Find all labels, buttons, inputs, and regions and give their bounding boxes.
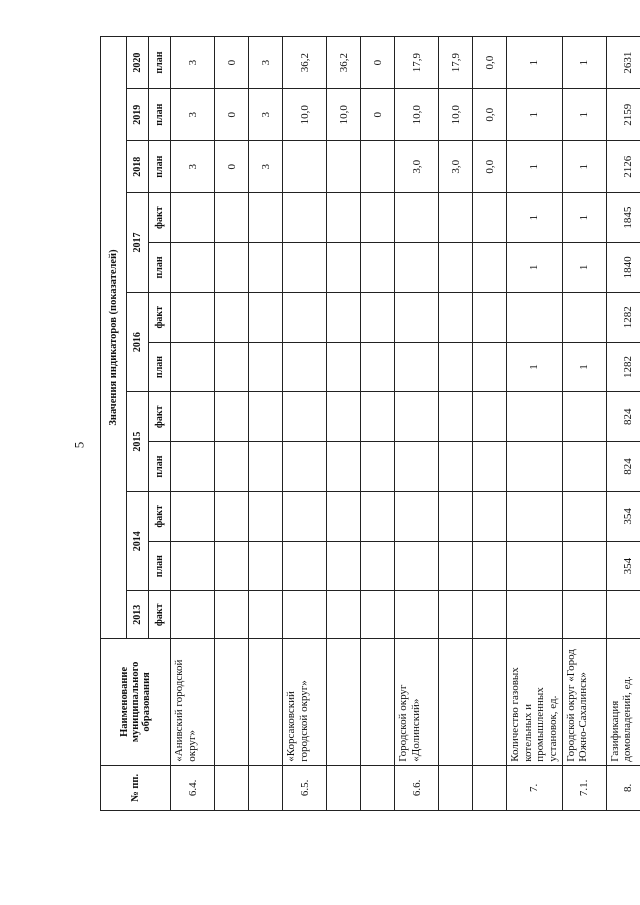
value-cell-v2016p xyxy=(439,342,473,392)
header-num: № пп. xyxy=(101,765,171,810)
row-name-cell: «Анивский городской округ» xyxy=(171,639,215,766)
value-cell-v2016f xyxy=(507,292,563,342)
value-cell-v2017f xyxy=(249,193,283,243)
value-cell-v2014p: 354 xyxy=(606,541,640,591)
row-name-cell xyxy=(215,639,249,766)
header-year-2015: 2015 xyxy=(127,392,149,492)
header-plan: план xyxy=(149,89,171,141)
value-cell-v2014f xyxy=(439,491,473,541)
header-fact: факт xyxy=(149,193,171,243)
value-cell-v2016p xyxy=(327,342,361,392)
value-cell-v2014f xyxy=(215,491,249,541)
value-cell-v2015f xyxy=(249,392,283,442)
value-cell-v2015p xyxy=(562,442,606,492)
row-number-cell: 8. xyxy=(606,765,640,810)
row-name-cell xyxy=(473,639,507,766)
value-cell-v2019: 10,0 xyxy=(439,89,473,141)
value-cell-v2017f xyxy=(327,193,361,243)
header-fact: факт xyxy=(149,392,171,442)
value-cell-v2014f xyxy=(327,491,361,541)
row-name-cell: Газификация домовладений, ед. xyxy=(606,639,640,766)
value-cell-v2013 xyxy=(283,591,327,639)
value-cell-v2017p xyxy=(327,243,361,293)
value-cell-v2020: 3 xyxy=(171,37,215,89)
value-cell-v2019: 3 xyxy=(249,89,283,141)
value-cell-v2014f xyxy=(473,491,507,541)
header-fact: факт xyxy=(149,591,171,639)
value-cell-v2018: 3 xyxy=(249,141,283,193)
value-cell-v2014f xyxy=(283,491,327,541)
value-cell-v2016p xyxy=(249,342,283,392)
value-cell-v2019: 3 xyxy=(171,89,215,141)
value-cell-v2020: 17,9 xyxy=(395,37,439,89)
table-row xyxy=(395,37,439,811)
value-cell-v2017f: 1 xyxy=(507,193,563,243)
value-cell-v2020: 0,0 xyxy=(473,37,507,89)
indicators-table-container xyxy=(100,36,635,811)
value-cell-v2016f: 1282 xyxy=(606,292,640,342)
header-year-2013: 2013 xyxy=(127,591,149,639)
value-cell-v2014p xyxy=(283,541,327,591)
row-name-cell xyxy=(249,639,283,766)
table-row xyxy=(606,37,640,811)
value-cell-v2017f xyxy=(283,193,327,243)
table-row xyxy=(507,37,563,811)
row-number-cell xyxy=(361,765,395,810)
value-cell-v2019: 0 xyxy=(361,89,395,141)
row-name-cell xyxy=(361,639,395,766)
value-cell-v2016p: 1282 xyxy=(606,342,640,392)
value-cell-v2018: 0 xyxy=(215,141,249,193)
value-cell-v2018: 3,0 xyxy=(395,141,439,193)
header-year-2016: 2016 xyxy=(127,292,149,392)
value-cell-v2016f xyxy=(327,292,361,342)
value-cell-v2017f: 1 xyxy=(562,193,606,243)
value-cell-v2017p xyxy=(439,243,473,293)
value-cell-v2015f xyxy=(439,392,473,442)
value-cell-v2013 xyxy=(562,591,606,639)
value-cell-v2013 xyxy=(507,591,563,639)
value-cell-v2015p xyxy=(473,442,507,492)
value-cell-v2016f xyxy=(439,292,473,342)
table-row xyxy=(439,37,473,811)
value-cell-v2018: 1 xyxy=(507,141,563,193)
value-cell-v2019: 0,0 xyxy=(473,89,507,141)
value-cell-v2013 xyxy=(361,591,395,639)
row-name-cell: Количество газовых котельных и промышленных установок, ед. xyxy=(507,639,563,766)
value-cell-v2015f xyxy=(283,392,327,442)
value-cell-v2014p xyxy=(395,541,439,591)
value-cell-v2015f xyxy=(361,392,395,442)
value-cell-v2014p xyxy=(507,541,563,591)
value-cell-v2017f xyxy=(473,193,507,243)
header-fact: факт xyxy=(149,491,171,541)
header-plan: план xyxy=(149,442,171,492)
value-cell-v2018 xyxy=(361,141,395,193)
value-cell-v2014p xyxy=(171,541,215,591)
value-cell-v2016p: 1 xyxy=(562,342,606,392)
value-cell-v2016p: 1 xyxy=(507,342,563,392)
value-cell-v2014p xyxy=(473,541,507,591)
value-cell-v2016f xyxy=(171,292,215,342)
value-cell-v2014f xyxy=(171,491,215,541)
value-cell-v2017p xyxy=(473,243,507,293)
value-cell-v2014f xyxy=(395,491,439,541)
value-cell-v2017f: 1845 xyxy=(606,193,640,243)
page-number: 5 xyxy=(71,441,87,449)
value-cell-v2020: 1 xyxy=(562,37,606,89)
value-cell-v2020: 36,2 xyxy=(283,37,327,89)
header-year-2014: 2014 xyxy=(127,491,149,591)
value-cell-v2017p xyxy=(395,243,439,293)
row-number-cell xyxy=(327,765,361,810)
table-row xyxy=(171,37,215,811)
value-cell-v2015f xyxy=(562,392,606,442)
value-cell-v2016f xyxy=(473,292,507,342)
value-cell-v2015p xyxy=(171,442,215,492)
value-cell-v2014f xyxy=(249,491,283,541)
header-year-2019: 2019 xyxy=(127,89,149,141)
value-cell-v2017p: 1 xyxy=(507,243,563,293)
value-cell-v2019: 10,0 xyxy=(327,89,361,141)
value-cell-v2018 xyxy=(283,141,327,193)
value-cell-v2015f: 824 xyxy=(606,392,640,442)
value-cell-v2019: 10,0 xyxy=(283,89,327,141)
value-cell-v2016p xyxy=(283,342,327,392)
value-cell-v2013 xyxy=(439,591,473,639)
value-cell-v2014f xyxy=(562,491,606,541)
header-fact: факт xyxy=(149,292,171,342)
row-number-cell: 6.6. xyxy=(395,765,439,810)
row-number-cell xyxy=(439,765,473,810)
value-cell-v2020: 0 xyxy=(361,37,395,89)
value-cell-v2014f: 354 xyxy=(606,491,640,541)
value-cell-v2016f xyxy=(249,292,283,342)
table-row xyxy=(327,37,361,811)
value-cell-v2015f xyxy=(215,392,249,442)
value-cell-v2016f xyxy=(361,292,395,342)
value-cell-v2013 xyxy=(395,591,439,639)
value-cell-v2014f xyxy=(361,491,395,541)
value-cell-v2014p xyxy=(215,541,249,591)
value-cell-v2017f xyxy=(439,193,473,243)
header-year-2017: 2017 xyxy=(127,193,149,293)
header-plan: план xyxy=(149,541,171,591)
value-cell-v2016f xyxy=(215,292,249,342)
value-cell-v2015f xyxy=(507,392,563,442)
header-plan: план xyxy=(149,243,171,293)
value-cell-v2017p xyxy=(361,243,395,293)
value-cell-v2014p xyxy=(439,541,473,591)
header-year-2018: 2018 xyxy=(127,141,149,193)
value-cell-v2018: 3,0 xyxy=(439,141,473,193)
value-cell-v2020: 36,2 xyxy=(327,37,361,89)
header-plan: план xyxy=(149,342,171,392)
value-cell-v2015p xyxy=(507,442,563,492)
value-cell-v2018: 2126 xyxy=(606,141,640,193)
value-cell-v2020: 0 xyxy=(215,37,249,89)
value-cell-v2015p xyxy=(361,442,395,492)
row-number-cell xyxy=(215,765,249,810)
value-cell-v2016p xyxy=(171,342,215,392)
value-cell-v2015p xyxy=(215,442,249,492)
value-cell-v2015f xyxy=(395,392,439,442)
row-number-cell: 7. xyxy=(507,765,563,810)
value-cell-v2017f xyxy=(361,193,395,243)
value-cell-v2018: 3 xyxy=(171,141,215,193)
value-cell-v2020: 2631 xyxy=(606,37,640,89)
row-number-cell: 6.5. xyxy=(283,765,327,810)
row-name-cell xyxy=(327,639,361,766)
header-plan: план xyxy=(149,141,171,193)
header-name: Наименование муниципального образования xyxy=(101,639,171,766)
value-cell-v2014p xyxy=(562,541,606,591)
row-name-cell: Городской округ «Долинский» xyxy=(395,639,439,766)
indicators-table xyxy=(100,36,640,811)
table-row xyxy=(249,37,283,811)
table-row xyxy=(283,37,327,811)
table-row xyxy=(361,37,395,811)
value-cell-v2018 xyxy=(327,141,361,193)
row-name-cell xyxy=(439,639,473,766)
value-cell-v2019: 2159 xyxy=(606,89,640,141)
value-cell-v2016p xyxy=(395,342,439,392)
row-name-cell: Городской округ «Город Южно-Сахалинск» xyxy=(562,639,606,766)
value-cell-v2019: 1 xyxy=(562,89,606,141)
value-cell-v2017p xyxy=(283,243,327,293)
header-year-2020: 2020 xyxy=(127,37,149,89)
value-cell-v2016f xyxy=(395,292,439,342)
value-cell-v2015p xyxy=(327,442,361,492)
value-cell-v2014p xyxy=(327,541,361,591)
value-cell-v2015p xyxy=(249,442,283,492)
value-cell-v2014p xyxy=(361,541,395,591)
row-number-cell xyxy=(473,765,507,810)
value-cell-v2015f xyxy=(171,392,215,442)
value-cell-v2015p xyxy=(395,442,439,492)
value-cell-v2013 xyxy=(327,591,361,639)
table-row xyxy=(473,37,507,811)
value-cell-v2015f xyxy=(473,392,507,442)
value-cell-v2015p xyxy=(439,442,473,492)
value-cell-v2017p xyxy=(249,243,283,293)
value-cell-v2015f xyxy=(327,392,361,442)
value-cell-v2017p xyxy=(215,243,249,293)
value-cell-v2017p xyxy=(171,243,215,293)
value-cell-v2014f xyxy=(507,491,563,541)
value-cell-v2015p: 824 xyxy=(606,442,640,492)
value-cell-v2018: 0,0 xyxy=(473,141,507,193)
value-cell-v2020: 3 xyxy=(249,37,283,89)
value-cell-v2019: 0 xyxy=(215,89,249,141)
row-number-cell: 6.4. xyxy=(171,765,215,810)
table-row xyxy=(562,37,606,811)
row-number-cell xyxy=(249,765,283,810)
value-cell-v2017f xyxy=(215,193,249,243)
value-cell-v2016p xyxy=(473,342,507,392)
value-cell-v2019: 1 xyxy=(507,89,563,141)
value-cell-v2017f xyxy=(395,193,439,243)
value-cell-v2019: 10,0 xyxy=(395,89,439,141)
value-cell-v2017f xyxy=(171,193,215,243)
value-cell-v2013 xyxy=(215,591,249,639)
header-plan: план xyxy=(149,37,171,89)
value-cell-v2017p: 1 xyxy=(562,243,606,293)
value-cell-v2017p: 1840 xyxy=(606,243,640,293)
value-cell-v2015p xyxy=(283,442,327,492)
table-row xyxy=(215,37,249,811)
value-cell-v2016f xyxy=(283,292,327,342)
value-cell-v2020: 1 xyxy=(507,37,563,89)
value-cell-v2016p xyxy=(215,342,249,392)
value-cell-v2014p xyxy=(249,541,283,591)
value-cell-v2016f xyxy=(562,292,606,342)
value-cell-v2018: 1 xyxy=(562,141,606,193)
value-cell-v2016p xyxy=(361,342,395,392)
value-cell-v2013 xyxy=(249,591,283,639)
value-cell-v2020: 17,9 xyxy=(439,37,473,89)
value-cell-v2013 xyxy=(606,591,640,639)
header-indicators: Значения индикаторов (показателей) xyxy=(101,37,127,639)
value-cell-v2013 xyxy=(473,591,507,639)
row-number-cell: 7.1. xyxy=(562,765,606,810)
row-name-cell: «Корсаковский городской округ» xyxy=(283,639,327,766)
value-cell-v2013 xyxy=(171,591,215,639)
